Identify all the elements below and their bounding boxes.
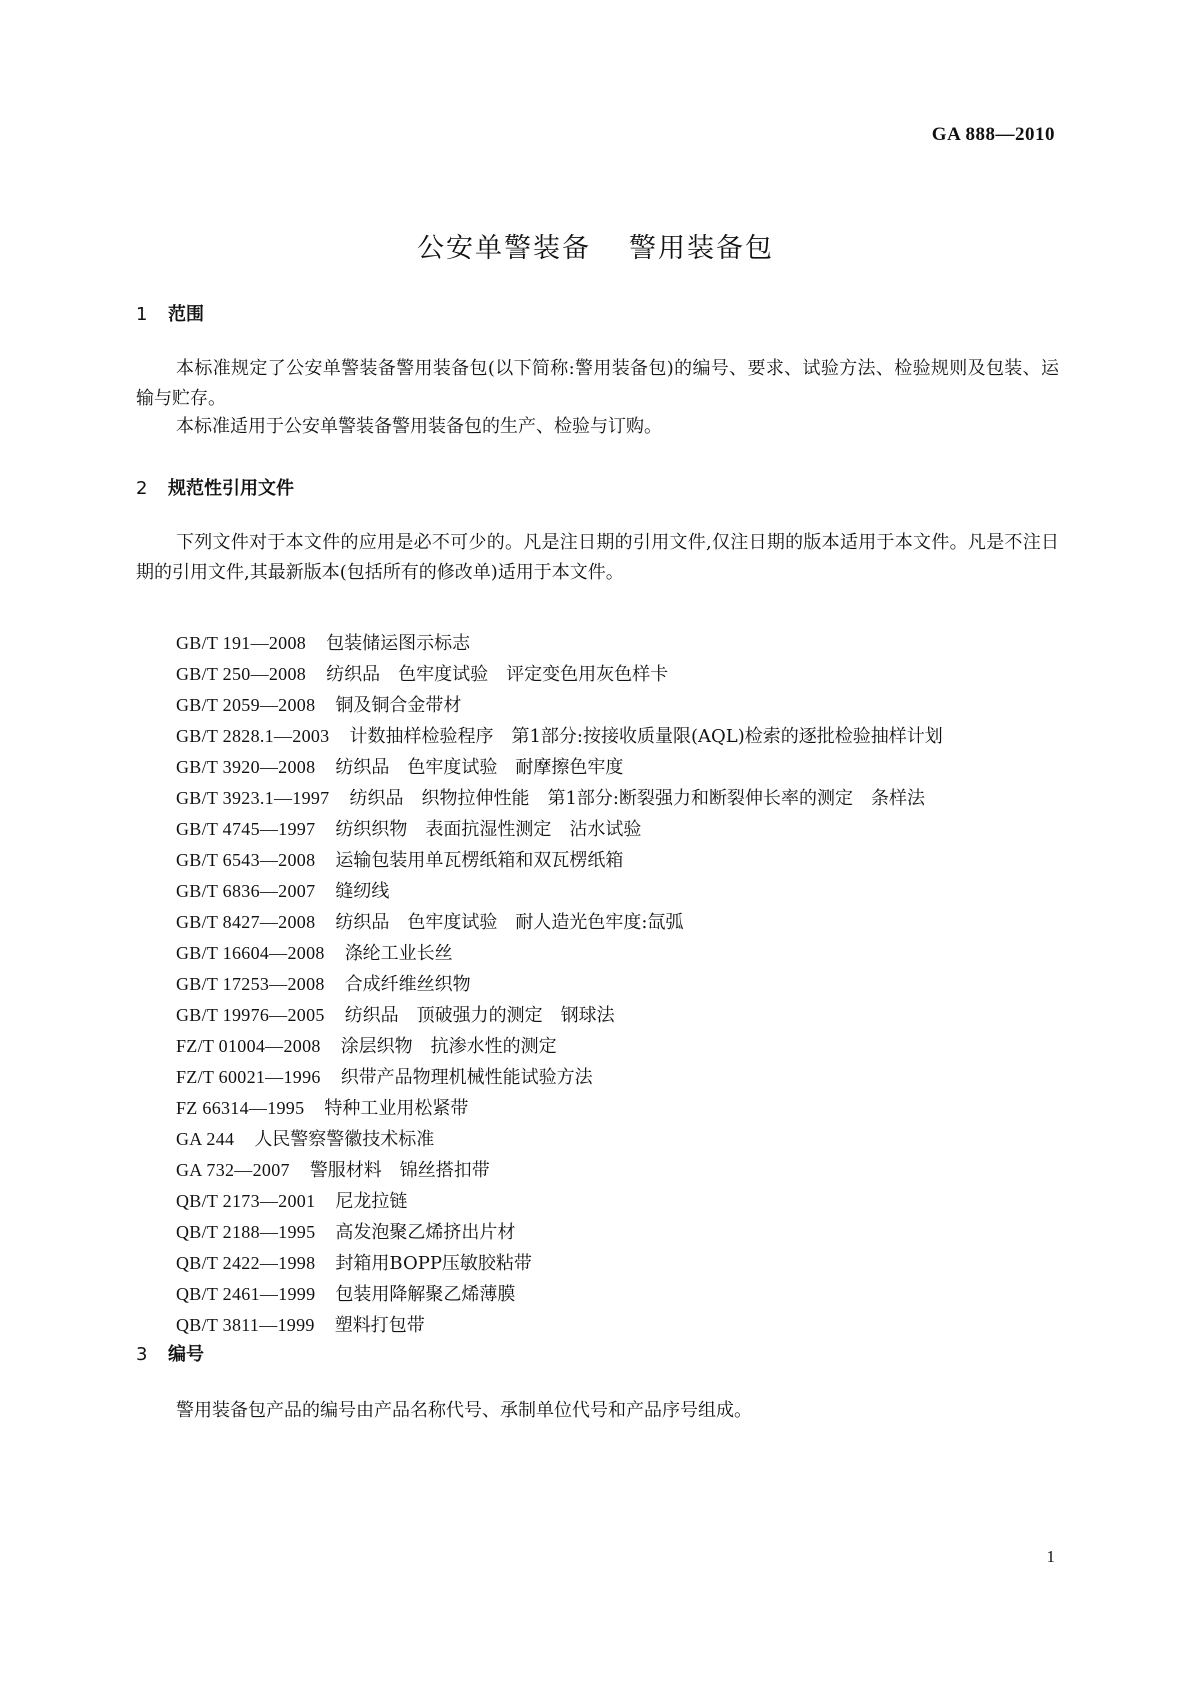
reference-item	[136, 969, 1059, 1000]
reference-code: GB/T 3923.1—1997	[176, 788, 330, 808]
reference-item	[136, 659, 1059, 690]
reference-title: 纺织品 顶破强力的测定 钢球法	[344, 1005, 615, 1026]
reference-code: GB/T 250—2008	[176, 664, 307, 684]
section-2-paragraph-1: 下列文件对于本文件的应用是必不可少的。凡是注日期的引用文件,仅注日期的版本适用于本文件。凡是不注日期的引用文件,其最新版本(包括所有的修改单)适用于本文件。	[136, 532, 1059, 583]
section-1-heading	[136, 300, 204, 326]
reference-item	[136, 1186, 1059, 1217]
reference-code: GB/T 17253—2008	[176, 974, 325, 994]
reference-code: GB/T 6543—2008	[176, 850, 316, 870]
reference-title: 纺织品 色牢度试验 评定变色用灰色样卡	[326, 664, 669, 685]
reference-item	[136, 628, 1059, 659]
reference-code: GB/T 8427—2008	[176, 912, 316, 932]
reference-title: 纺织品 色牢度试验 耐摩擦色牢度	[335, 757, 624, 778]
section-title: 范围	[168, 304, 204, 325]
reference-item	[136, 1124, 1059, 1155]
reference-code: GB/T 16604—2008	[176, 943, 325, 963]
section-1-paragraph-2: 本标准适用于公安单警装备警用装备包的生产、检验与订购。	[176, 416, 662, 437]
reference-item	[136, 814, 1059, 845]
reference-item	[136, 1279, 1059, 1310]
reference-title: 纺织织物 表面抗湿性测定 沾水试验	[335, 819, 642, 840]
reference-item	[136, 1155, 1059, 1186]
reference-code: QB/T 2188—1995	[176, 1222, 316, 1242]
section-number: 1	[136, 304, 148, 325]
section-2-heading	[136, 474, 294, 500]
reference-title: 运输包装用单瓦楞纸箱和双瓦楞纸箱	[335, 850, 624, 871]
reference-code: QB/T 2461—1999	[176, 1284, 316, 1304]
reference-code: GB/T 191—2008	[176, 633, 307, 653]
reference-title: 特种工业用松紧带	[324, 1098, 469, 1119]
reference-title: 铜及铜合金带材	[335, 695, 462, 716]
reference-code: FZ 66314—1995	[176, 1098, 305, 1118]
reference-item	[136, 783, 1059, 814]
section-number: 2	[136, 478, 148, 499]
reference-list	[136, 628, 1059, 1341]
section-title: 规范性引用文件	[168, 478, 294, 499]
reference-item	[136, 1062, 1059, 1093]
reference-code: GB/T 19976—2005	[176, 1005, 325, 1025]
reference-item	[136, 938, 1059, 969]
reference-title: 包装储运图示标志	[326, 633, 471, 654]
reference-title: 涂层织物 抗渗水性的测定	[340, 1036, 557, 1057]
reference-item	[136, 907, 1059, 938]
reference-title: 织带产品物理机械性能试验方法	[340, 1067, 593, 1088]
reference-title: 包装用降解聚乙烯薄膜	[335, 1284, 516, 1305]
reference-code: GB/T 3920—2008	[176, 757, 316, 777]
reference-title: 纺织品 色牢度试验 耐人造光色牢度:氙弧	[335, 912, 684, 933]
reference-title: 高发泡聚乙烯挤出片材	[335, 1222, 516, 1243]
reference-title: 涤纶工业长丝	[344, 943, 453, 964]
reference-item	[136, 1031, 1059, 1062]
reference-title: 警服材料 锦丝搭扣带	[309, 1160, 490, 1181]
reference-code: QB/T 3811—1999	[176, 1315, 315, 1335]
reference-title: 人民警察警徽技术标准	[254, 1129, 435, 1150]
reference-code: GA 244	[176, 1129, 235, 1149]
reference-code: GA 732—2007	[176, 1160, 290, 1180]
reference-item	[136, 752, 1059, 783]
title-part-1: 公安单警装备	[417, 233, 591, 264]
section-title: 编号	[168, 1344, 204, 1365]
section-1-paragraph-1: 本标准规定了公安单警装备警用装备包(以下简称:警用装备包)的编号、要求、试验方法、检验规则及包装、运输与贮存。	[136, 358, 1059, 409]
reference-item	[136, 1248, 1059, 1279]
page-number: 1	[1046, 1547, 1055, 1566]
reference-code: QB/T 2173—2001	[176, 1191, 316, 1211]
reference-item	[136, 845, 1059, 876]
reference-item	[136, 721, 1059, 752]
reference-title: 合成纤维丝织物	[344, 974, 471, 995]
reference-item	[136, 1217, 1059, 1248]
section-number: 3	[136, 1344, 148, 1365]
reference-code: GB/T 4745—1997	[176, 819, 316, 839]
reference-code: GB/T 2059—2008	[176, 695, 316, 715]
reference-code: QB/T 2422—1998	[176, 1253, 316, 1273]
title-part-2: 警用装备包	[629, 233, 774, 264]
reference-title: 尼龙拉链	[335, 1191, 408, 1212]
reference-item	[136, 1000, 1059, 1031]
reference-item	[136, 690, 1059, 721]
reference-title: 纺织品 织物拉伸性能 第1部分:断裂强力和断裂伸长率的测定 条样法	[349, 788, 925, 809]
reference-code: GB/T 2828.1—2003	[176, 726, 330, 746]
page-title	[0, 226, 1191, 265]
standard-code: GA 888—2010	[931, 124, 1055, 145]
reference-code: FZ/T 60021—1996	[176, 1067, 321, 1087]
reference-code: GB/T 6836—2007	[176, 881, 316, 901]
reference-title: 塑料打包带	[334, 1315, 425, 1336]
reference-item	[136, 1310, 1059, 1341]
reference-title: 缝纫线	[335, 881, 390, 902]
reference-title: 计数抽样检验程序 第1部分:按接收质量限(AQL)检索的逐批检验抽样计划	[349, 726, 943, 747]
section-3-heading	[136, 1340, 204, 1366]
reference-code: FZ/T 01004—2008	[176, 1036, 321, 1056]
reference-item	[136, 1093, 1059, 1124]
reference-item	[136, 876, 1059, 907]
section-3-paragraph-1: 警用装备包产品的编号由产品名称代号、承制单位代号和产品序号组成。	[176, 1400, 752, 1421]
reference-title: 封箱用BOPP压敏胶粘带	[335, 1253, 532, 1274]
